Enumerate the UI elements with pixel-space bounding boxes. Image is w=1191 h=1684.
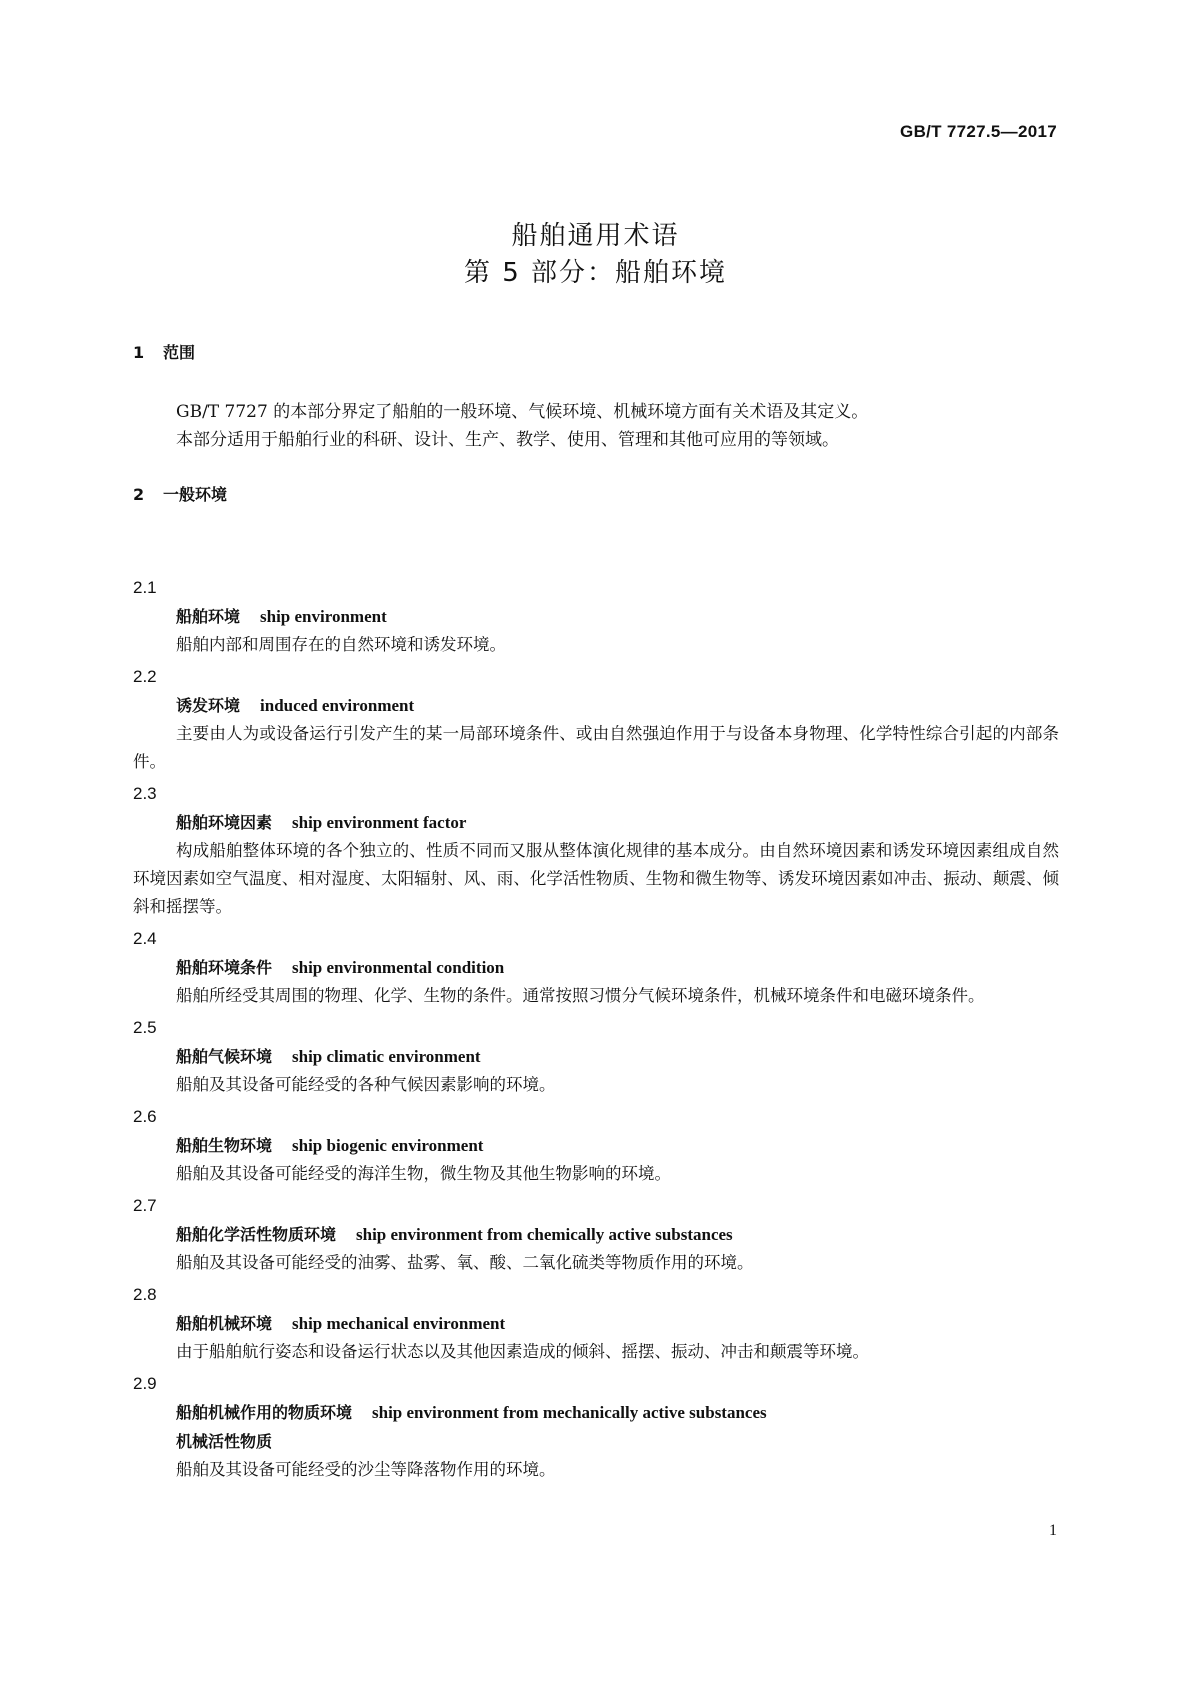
section-title: 范围 <box>163 343 196 362</box>
term-chinese: 船舶化学活性物质环境 <box>176 1225 337 1244</box>
term-entry <box>133 663 1059 776</box>
entry-definition: 船舶及其设备可能经受的各种气候因素影响的环境。 <box>176 1075 556 1094</box>
section-heading-scope <box>133 340 195 363</box>
section-title: 一般环境 <box>163 485 228 504</box>
term-english: ship environment <box>260 607 387 626</box>
term-english: ship environment from chemically active substances <box>356 1225 733 1244</box>
scope-paragraph: GB/T 7727 的本部分界定了船舶的一般环境、气候环境、机械环境方面有关术语及其定义。 <box>176 402 869 422</box>
term-chinese: 船舶气候环境 <box>176 1047 273 1066</box>
entry-definition: 主要由人为或设备运行引发产生的某一局部环境条件、或由自然强迫作用于与设备本身物理、化学特性综合引起的内部条件。 <box>133 724 1059 771</box>
entry-number: 2.2 <box>133 667 157 686</box>
entry-term <box>133 1398 1059 1427</box>
entry-number: 2.1 <box>133 578 157 597</box>
entry-definition: 船舶及其设备可能经受的沙尘等降落物作用的环境。 <box>176 1460 556 1479</box>
document-title: 船舶通用术语 <box>511 221 680 251</box>
term-english: ship mechanical environment <box>292 1314 506 1333</box>
term-chinese: 诱发环境 <box>176 696 241 715</box>
entry-term <box>133 1309 1059 1338</box>
term-english: induced environment <box>260 696 415 715</box>
term-english: ship environment from mechanically active substances <box>372 1403 767 1422</box>
entry-term <box>133 953 1059 982</box>
entry-number: 2.8 <box>133 1285 157 1304</box>
entry-number: 2.7 <box>133 1196 157 1215</box>
entry-definition: 船舶及其设备可能经受的海洋生物，微生物及其他生物影响的环境。 <box>176 1164 671 1183</box>
term-entry <box>133 1370 1059 1484</box>
entry-term <box>133 1042 1059 1071</box>
term-chinese: 船舶环境条件 <box>176 958 273 977</box>
document-subtitle: 第 5 部分：船舶环境 <box>463 258 728 288</box>
section-heading-general <box>133 482 227 505</box>
entry-term <box>133 602 1059 631</box>
standard-code: GB/T 7727.5—2017 <box>900 122 1057 141</box>
section-number: 1 <box>133 343 145 362</box>
entry-number: 2.3 <box>133 784 157 803</box>
term-english: ship climatic environment <box>292 1047 481 1066</box>
entry-term <box>133 691 1059 720</box>
entry-number: 2.4 <box>133 929 157 948</box>
entry-definition: 船舶内部和周围存在的自然环境和诱发环境。 <box>176 635 506 654</box>
entry-definition: 由于船舶航行姿态和设备运行状态以及其他因素造成的倾斜、摇摆、振动、冲击和颠震等环境。 <box>176 1342 869 1361</box>
term-chinese: 船舶生物环境 <box>176 1136 273 1155</box>
entry-term <box>133 808 1059 837</box>
entry-definition: 船舶及其设备可能经受的油雾、盐雾、氧、酸、二氧化硫类等物质作用的环境。 <box>176 1253 754 1272</box>
page-number: 1 <box>1049 1522 1057 1539</box>
entry-number: 2.5 <box>133 1018 157 1037</box>
entry-term <box>133 1220 1059 1249</box>
entry-number: 2.6 <box>133 1107 157 1126</box>
term-entry <box>133 1192 1059 1277</box>
entry-alternative-term: 机械活性物质 <box>176 1432 273 1451</box>
scope-paragraph: 本部分适用于船舶行业的科研、设计、生产、教学、使用、管理和其他可应用的等领域。 <box>176 430 839 450</box>
term-entry <box>133 1014 1059 1099</box>
term-english: ship environment factor <box>292 813 467 832</box>
term-chinese: 船舶环境 <box>176 607 241 626</box>
term-entry <box>133 780 1059 921</box>
term-english: ship environmental condition <box>292 958 505 977</box>
entry-definition: 船舶所经受其周围的物理、化学、生物的条件。通常按照习惯分气候环境条件，机械环境条件和电磁环境条件。 <box>176 986 985 1005</box>
term-entries <box>133 574 1059 1488</box>
term-entry <box>133 925 1059 1010</box>
entry-term <box>133 1131 1059 1160</box>
term-entry <box>133 1281 1059 1366</box>
entry-definition: 构成船舶整体环境的各个独立的、性质不同而又服从整体演化规律的基本成分。由自然环境因素和诱发环境因素组成自然环境因素如空气温度、相对湿度、太阳辐射、风、雨、化学活性物质、生物和微生物等、诱发环境因素如冲击、振动、颠震、倾斜和摇摆等。 <box>133 841 1059 916</box>
term-entry <box>133 574 1059 659</box>
term-chinese: 船舶机械环境 <box>176 1314 273 1333</box>
entry-number: 2.9 <box>133 1374 157 1393</box>
term-english: ship biogenic environment <box>292 1136 484 1155</box>
section-number: 2 <box>133 485 145 504</box>
term-chinese: 船舶环境因素 <box>176 813 273 832</box>
term-chinese: 船舶机械作用的物质环境 <box>176 1403 353 1422</box>
term-entry <box>133 1103 1059 1188</box>
